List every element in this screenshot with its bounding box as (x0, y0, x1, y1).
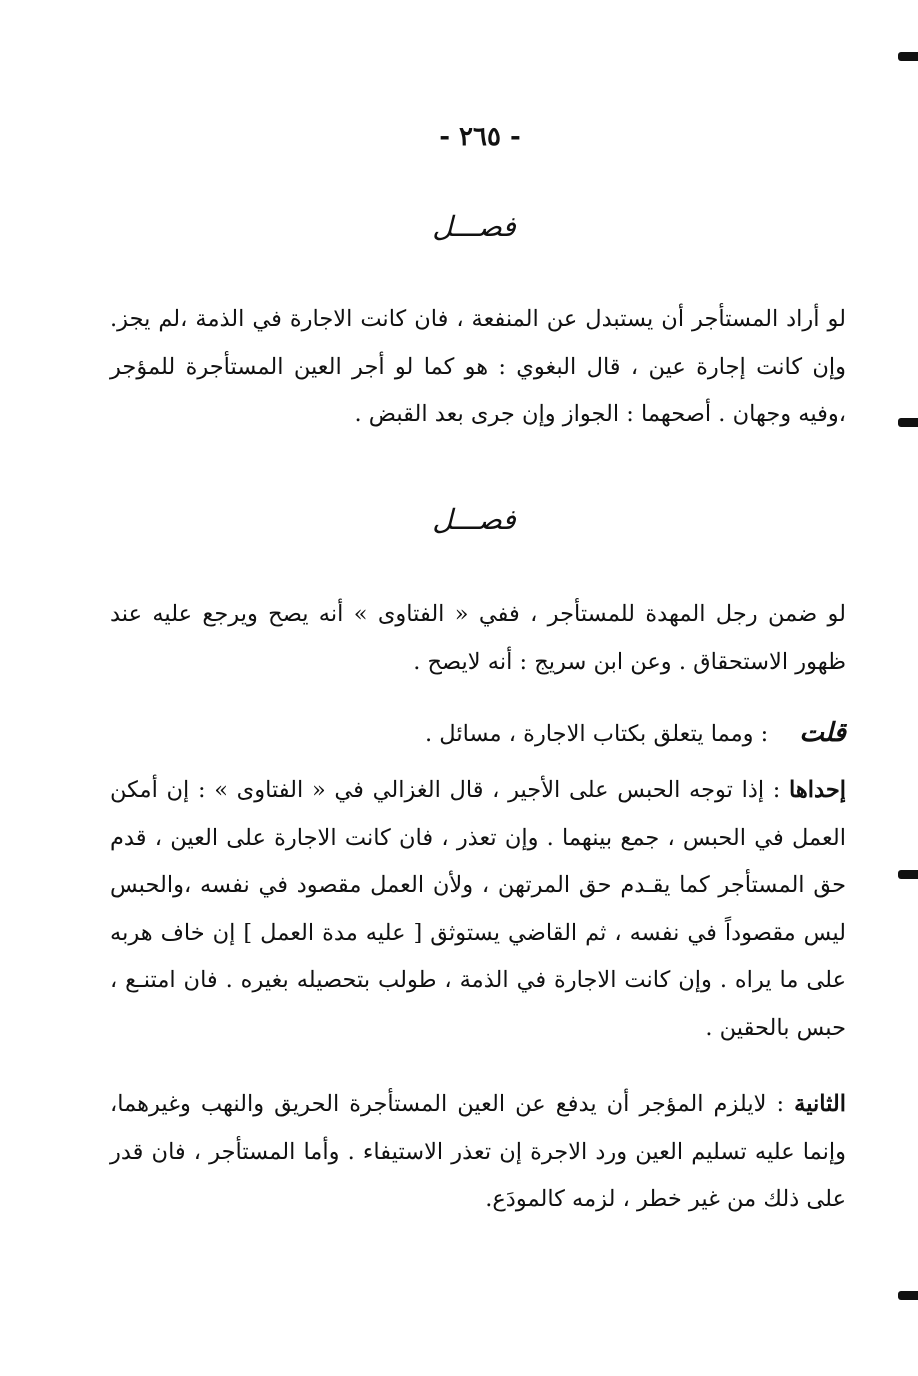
issue-one-lead: إحداها (789, 777, 846, 803)
issue-two-lead: الثانية (794, 1091, 846, 1117)
margin-mark (898, 418, 918, 427)
paragraph-issue-two (110, 1081, 846, 1224)
section-heading: فصـــل (432, 503, 516, 536)
qult-text: : ومما يتعلق بكتاب الاجارة ، مسائل . (425, 721, 769, 747)
margin-mark (898, 1291, 918, 1300)
margin-mark (898, 870, 918, 879)
section-heading: فصـــل (432, 210, 516, 243)
page-number: - ٢٦٥ - (439, 122, 521, 152)
paragraph-issue-one (110, 767, 846, 1052)
qult-label: قلت (799, 718, 846, 748)
margin-mark (898, 52, 918, 61)
issue-two-text: : لايلزم المؤجر أن يدفع عن العين المستأجرة الحريق والنهب وغيرهما، وإنما عليه تسليم العين ورد الاجرة إن تعذر الاستيفاء . وأما المستأجر ، فان قدر على ذلك من غير خطر ، لزمه كالمودَع. (110, 1091, 846, 1212)
paragraph-guarantee: لو ضمن رجل المهدة للمستأجر ، ففي « الفتاوى » أنه يصح ويرجع عليه عند ظهور الاستحقاق . وعن ابن سريج : أنه لايصح . (110, 601, 846, 675)
issue-one-text: : إذا توجه الحبس على الأجير ، قال الغزالي في « الفتاوى » : إن أمكن العمل في الحبس ، جمع بينهما . وإن تعذر ، فان كانت الاجارة على العين ، قدم حق المستأجر كما يقـدم حق المرتهن ، ولأن العمل مقصود في نفسه ،والحبس ليس مقصوداً في نفسه ، ثم القاضي يستوثق [ عليه مدة العمل ] إن خاف هربه على ما يراه . وإن كانت الاجارة في الذمة ، طولب بتحصيله بغيره . فان امتنـع ، حبس بالحقين . (110, 777, 846, 1041)
qult-line (110, 710, 846, 759)
paragraph-substitution: لو أراد المستأجر أن يستبدل عن المنفعة ، فان كانت الاجارة في الذمة ،لم يجز. وإن كانت إجارة عين ، قال البغوي : هو كما لو أجر العين المستأجرة للمؤجر ،وفيه وجهان . أصحهما : الجواز وإن جرى بعد القبض . (110, 306, 846, 427)
